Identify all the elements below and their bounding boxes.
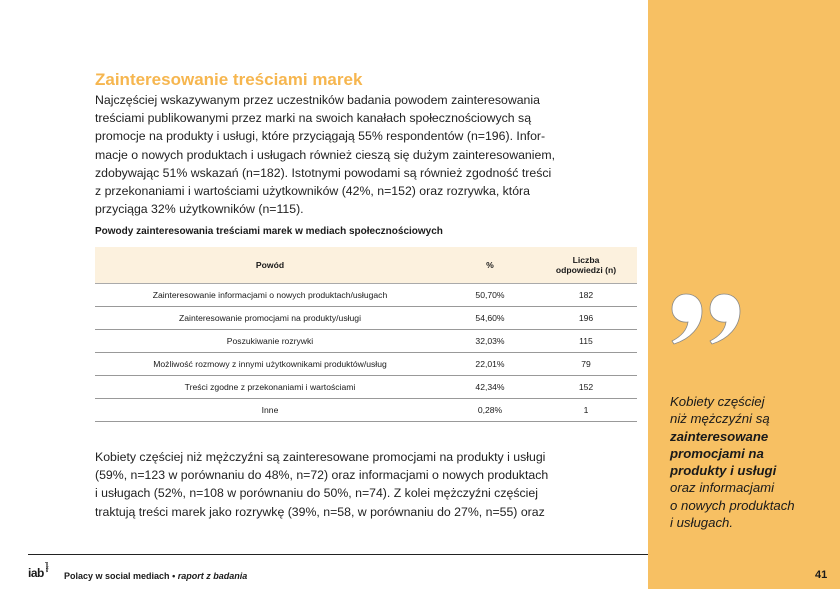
cell-percent: 0,28% (445, 398, 535, 421)
footer-divider (28, 554, 648, 555)
cell-reason: Zainteresowanie informacjami o nowych produktach/usługach (95, 283, 445, 306)
cell-count: 196 (535, 306, 637, 329)
text-line: promocje na produkty i usługi, które przyciągają 55% respondentów (n=196). Infor- (95, 129, 546, 144)
table-row (95, 375, 637, 398)
text-line: treściami publikowanymi przez marki na swoich kanałach społecznościowych są (95, 111, 532, 126)
text-line: Najczęściej wskazywanym przez uczestników badania powodem zainteresowania (95, 93, 540, 107)
reasons-table (95, 247, 637, 422)
text-line: Kobiety częściej niż mężczyźni są zainteresowane promocjami na produkty i usługi (95, 450, 546, 464)
table-row (95, 398, 637, 421)
cell-count: 79 (535, 352, 637, 375)
text-line: z przekonaniami i wartościami użytkowników (42%, n=152) oraz rozrywka, która (95, 184, 530, 199)
cell-count: 1 (535, 398, 637, 421)
table-row (95, 306, 637, 329)
table-row (95, 283, 637, 306)
cell-reason: Możliwość rozmowy z innymi użytkownikami produktów/usług (95, 352, 445, 375)
iab-logo: iab polska (28, 562, 50, 580)
cell-percent: 22,01% (445, 352, 535, 375)
text-line: macje o nowych produktach i usługach również cieszą się dużym zainteresowaniem, (95, 147, 555, 162)
cell-count: 152 (535, 375, 637, 398)
cell-percent: 42,34% (445, 375, 535, 398)
table-row (95, 329, 637, 352)
cell-reason: Treści zgodne z przekonaniami i wartościami (95, 375, 445, 398)
text-line: traktują treści marek jako rozrywkę (39%, n=58, w porównaniu do 27%, n=55) oraz (95, 504, 545, 519)
intro-paragraph (95, 91, 555, 218)
cell-reason: Zainteresowanie promocjami na produkty/usługi (95, 306, 445, 329)
text-line: i usługach (52%, n=108 w porównaniu do 50%, n=74). Z kolei mężczyźni częściej (95, 486, 538, 501)
table-title: Powody zainteresowania treściami marek w mediach społecznościowych (95, 226, 443, 237)
text-line: zdobywając 51% wskazań (n=182). Istotnymi powodami są również zgodność treści (95, 165, 552, 180)
cell-percent: 32,03% (445, 329, 535, 352)
cell-count: 182 (535, 283, 637, 306)
cell-reason: Inne (95, 398, 445, 421)
text-line: przyciąga 32% użytkowników (n=115). (95, 202, 304, 217)
pull-quote: Kobiety częściej niż mężczyźni są zainteresowane promocjami na produkty i usługi oraz informacjami o nowych produktach i usługach. (670, 394, 795, 531)
cell-percent: 50,70% (445, 283, 535, 306)
header-reason: Powód (95, 247, 445, 283)
text-line: (59%, n=123 w porównaniu do 48%, n=72) oraz informacjami o nowych produktach (95, 468, 549, 483)
section-title: Zainteresowanie treściami marek (95, 70, 363, 89)
cell-percent: 54,60% (445, 306, 535, 329)
header-percent: % (445, 247, 535, 283)
header-count: Liczba odpowiedzi (n) (535, 247, 637, 283)
outro-paragraph (95, 448, 548, 521)
cell-count: 115 (535, 329, 637, 352)
quote-icon (668, 290, 748, 350)
table-row (95, 352, 637, 375)
cell-reason: Poszukiwanie rozrywki (95, 329, 445, 352)
footer-title: Polacy w social mediach • raport z badania (64, 571, 248, 581)
page-number: 41 (815, 569, 828, 581)
